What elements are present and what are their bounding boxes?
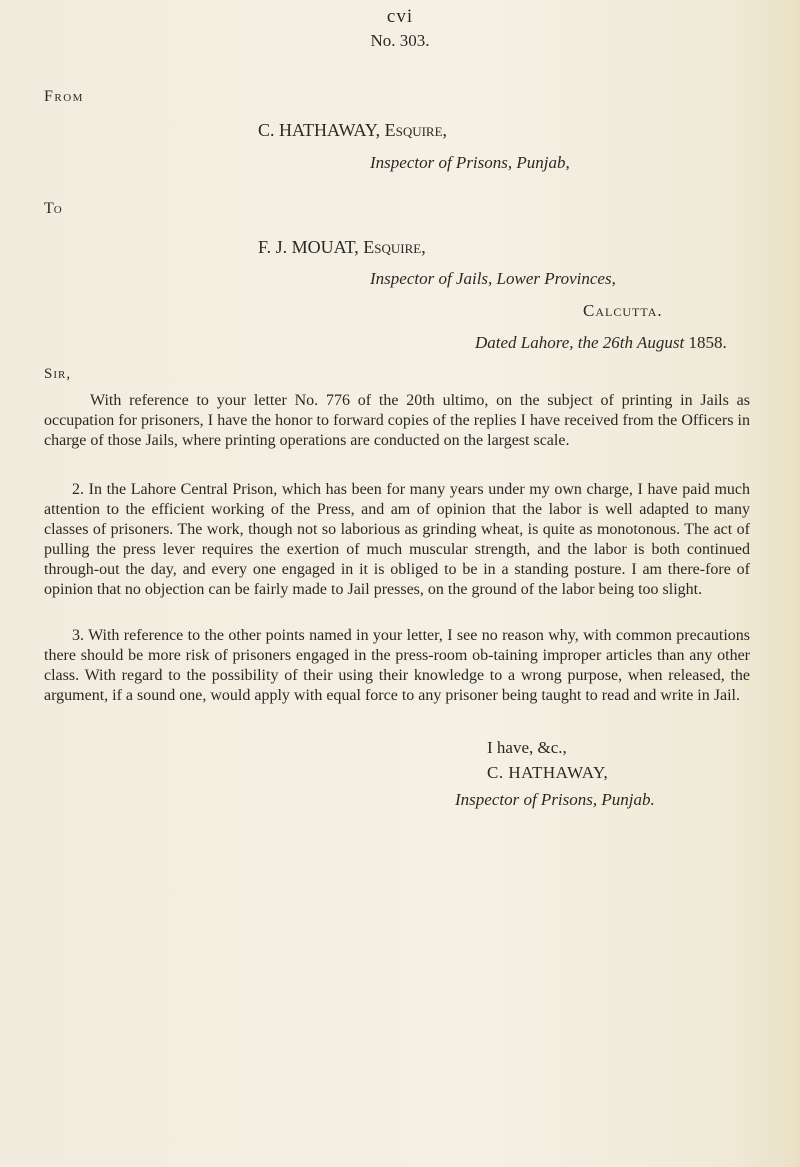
recipient-title: Inspector of Jails, Lower Provinces,: [370, 269, 616, 288]
sender-name: [258, 120, 447, 141]
dateline-year: 1858.: [688, 333, 727, 352]
recipient-place: Calcutta.: [583, 301, 663, 320]
sender-name-text: C. HATHAWAY,: [258, 120, 385, 140]
signature-title: Inspector of Prisons, Punjab.: [455, 790, 655, 809]
recipient-name-text: F. J. MOUAT,: [258, 237, 364, 257]
paragraph-3: 3. With reference to the other points named in your letter, I see no reason why, with common precautions there should be more risk of prisoners engaged in the press-room ob-taining improper articles than any other class. With regard to the possibility of their using their knowledge to a wrong purpose, when released, the argument, if a sound one, would apply with equal force to any prisoner being taught to read and write in Jail.: [44, 627, 750, 704]
paragraph-1: With reference to your letter No. 776 of the 20th ultimo, on the subject of printing in Jails as occupation for prisoners, I have the honor to forward copies of the replies I have received from the Officers in charge of those Jails, where printing operations are conducted on the largest scale.: [44, 392, 750, 449]
page-number: cvi: [386, 6, 414, 27]
paragraph-2: 2. In the Lahore Central Prison, which has been for many years under my own charge, I have paid much attention to the efficient working of the Press, and am of opinion that the labor is well adapted to many classes of prisoners. The work, though not so laborious as grinding wheat, is quite as monotonous. The act of pulling the press lever requires the exertion of much muscular strength, and the labor is both continued through-out the day, and every one engaged in it is obliged to be in a standing posture. I am there-fore of opinion that no objection can be fairly made to Jail presses, on the ground of the labor being too slight.: [44, 481, 750, 598]
document-number: No. 303.: [370, 31, 430, 50]
to-label: To: [44, 200, 62, 217]
dateline: [475, 333, 727, 353]
from-label: From: [44, 88, 84, 105]
closing-phrase: I have, &c.,: [487, 738, 567, 757]
salutation: Sir,: [44, 366, 72, 382]
dateline-text: Dated Lahore, the 26th August: [475, 333, 689, 352]
signature-name: C. HATHAWAY,: [487, 763, 609, 782]
sender-title: Inspector of Prisons, Punjab,: [370, 153, 570, 172]
sender-honorific: Esquire,: [384, 120, 448, 140]
recipient-honorific: Esquire,: [363, 237, 426, 257]
recipient-name: [258, 237, 426, 258]
